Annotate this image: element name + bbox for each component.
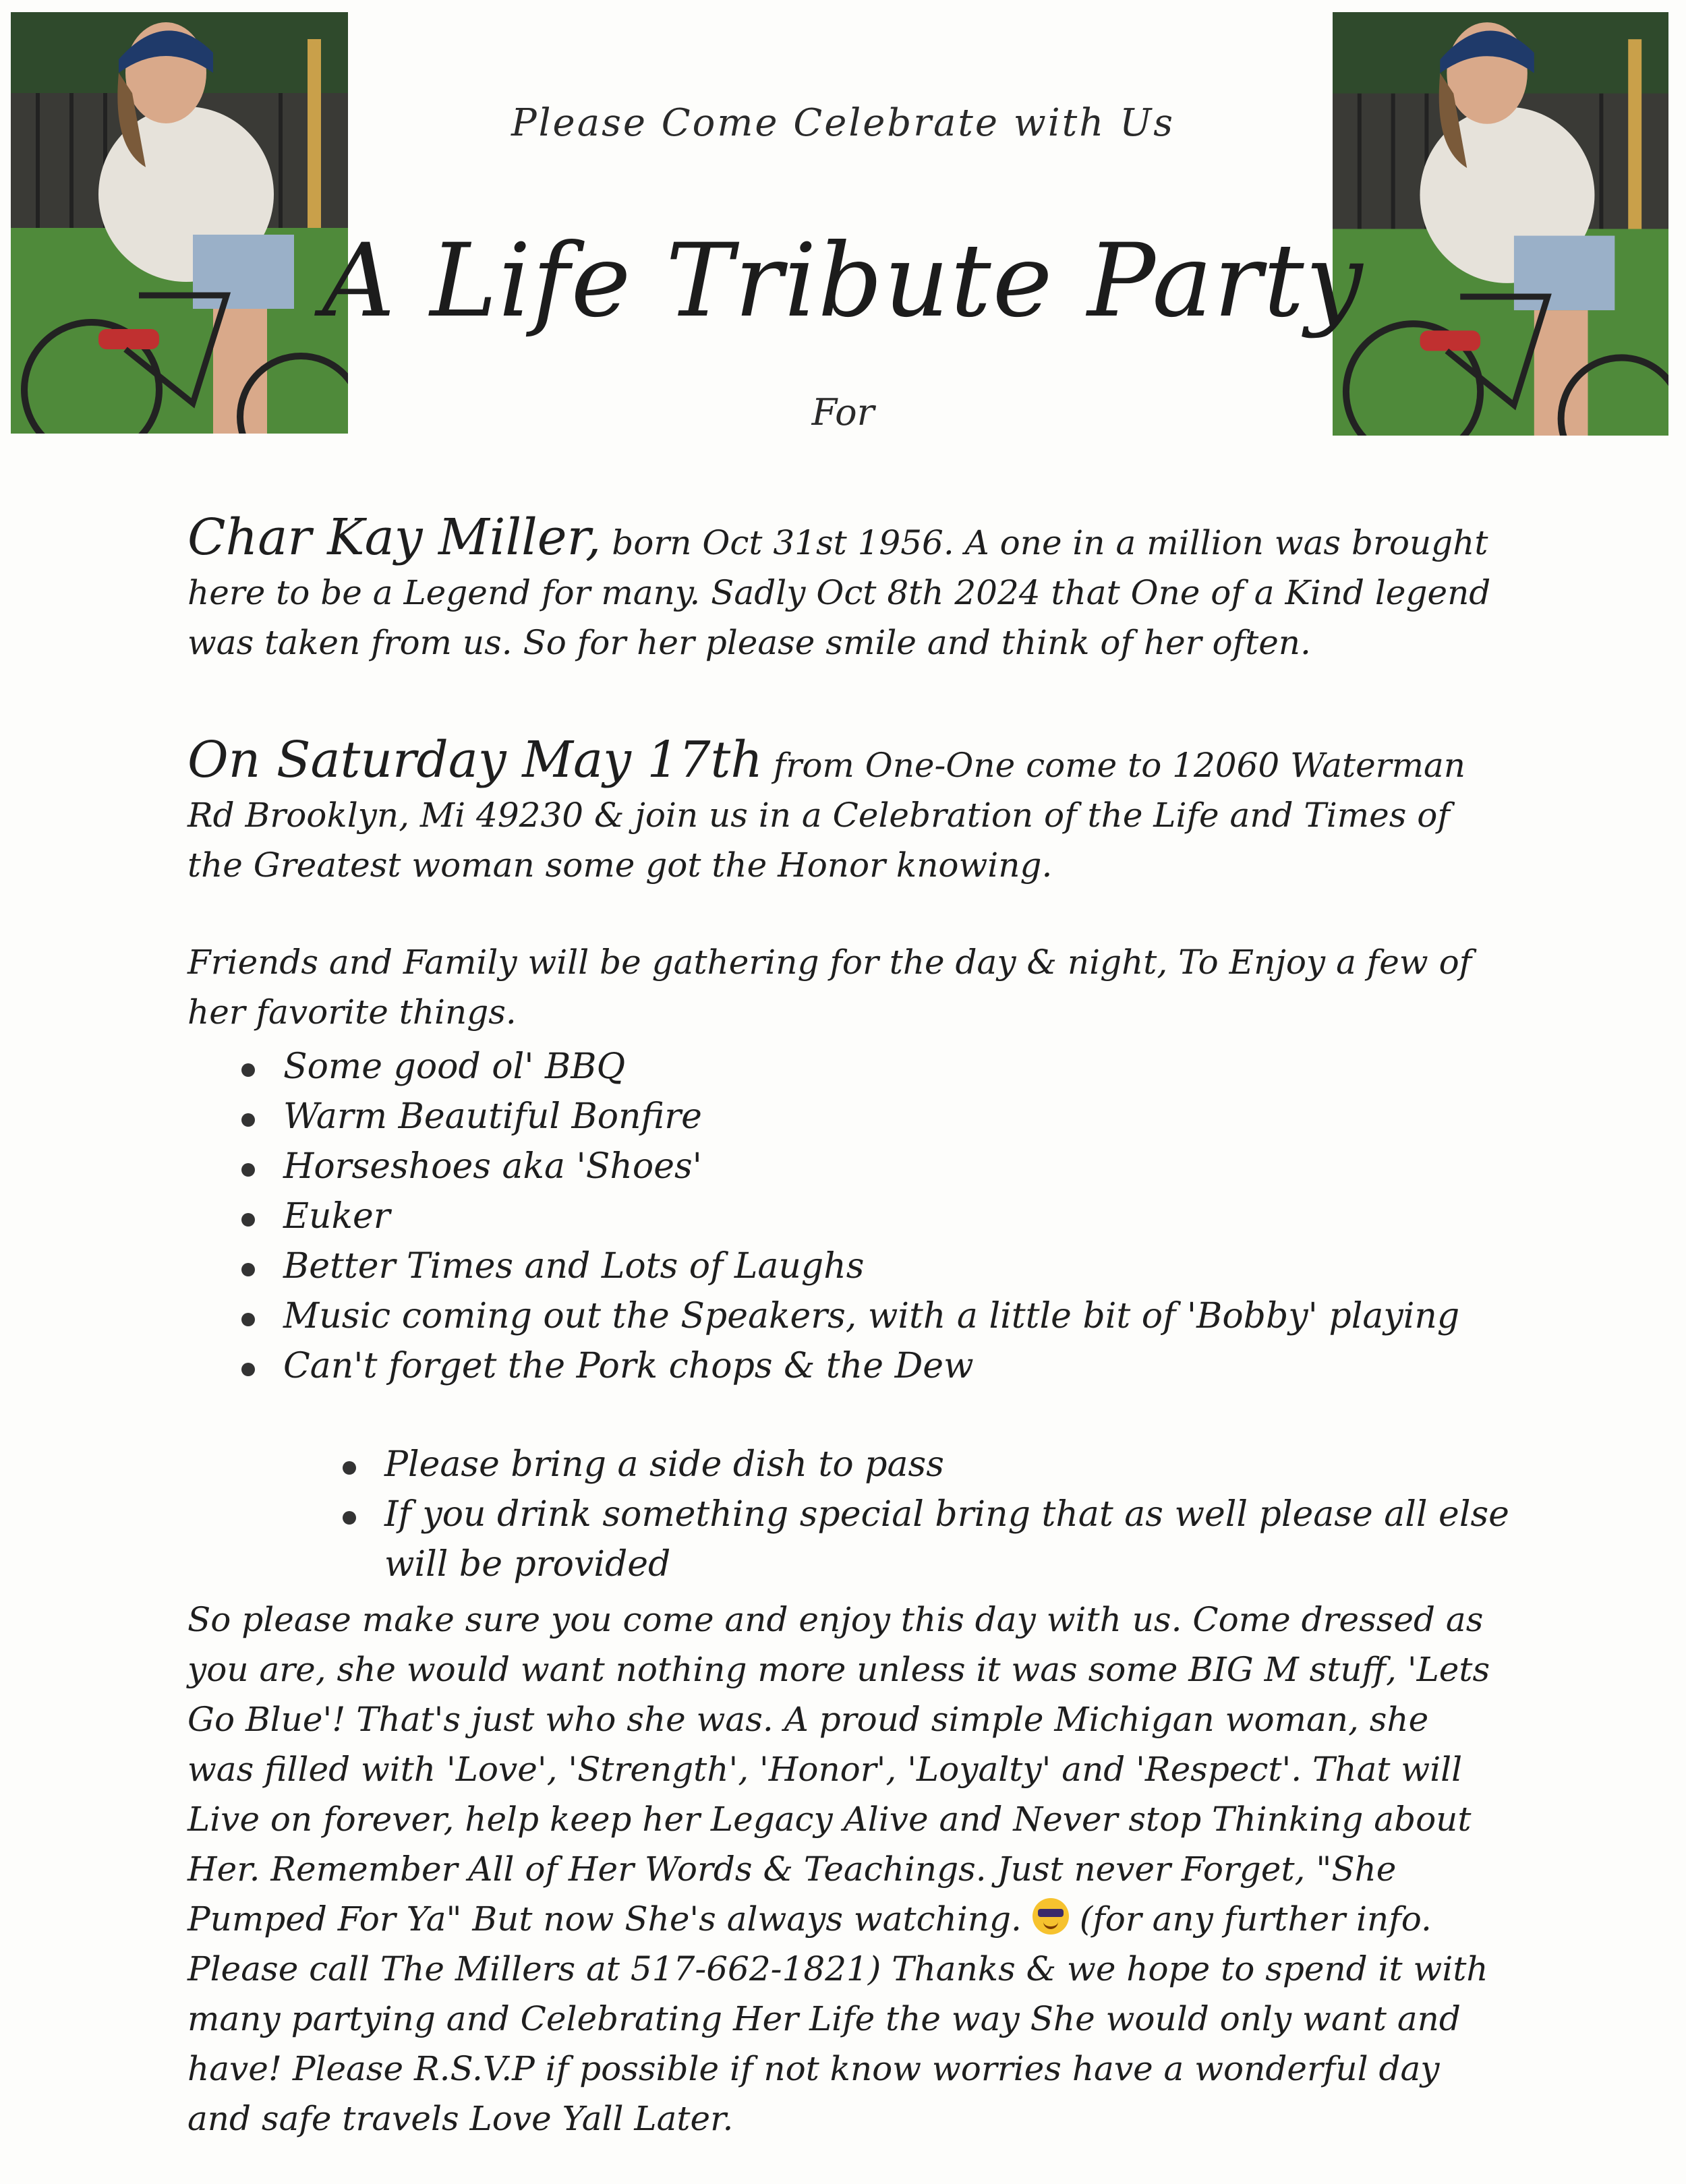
favorites-list — [236, 1042, 1517, 1391]
invitation-pretitle: Please Come Celebrate with Us — [511, 101, 1175, 145]
event-details: from One-One come to 12060 Waterman Rd Brooklyn, Mi 49230 & join us in a Celebration of the Life and Times of the Greatest woman some got the Honor knowing. — [187, 746, 1465, 885]
list-item: Can't forget the Pork chops & the Dew — [236, 1341, 1517, 1391]
closing-text-start: So please make sure you come and enjoy this day with us. Come dressed as you are, she would want nothing more unless it was some BIG M stuff, 'Lets Go Blue'! That's just who she was. A proud simple Michigan woman, she was filled with 'Love', 'Strength', 'Honor', 'Loyalty' and 'Respect'. That will Live on forever, help keep her Legacy Alive and Never stop Thinking about Her. Remember All of Her Words & Teachings. Just never Forget, "She Pumped For Ya" But now She's always watching. — [187, 1600, 1490, 1939]
list-item: Euker — [236, 1191, 1517, 1241]
for-line: For — [811, 391, 875, 434]
honoree-name: Char Kay Miller, — [187, 508, 602, 566]
event-on: On — [187, 731, 261, 789]
closing-paragraph — [187, 1595, 1503, 2144]
list-item: Horseshoes aka 'Shoes' — [236, 1142, 1517, 1191]
list-item: Some good ol' BBQ — [236, 1042, 1517, 1092]
list-item: Better Times and Lots of Laughs — [236, 1241, 1517, 1291]
intro-text: born Oct 31st 1956. A one in a million was brought here to be a Legend for many. Sadly Oct 8th 2024 that One of a Kind legend was taken from us. So for her please smile and think of her often. — [187, 523, 1491, 662]
event-date: Saturday May 17th — [260, 731, 763, 789]
list-item: Music coming out the Speakers, with a little bit of 'Bobby' playing — [236, 1291, 1517, 1341]
gathering-paragraph: Friends and Family will be gathering for the day & night, To Enjoy a few of her favorite things. — [187, 943, 1472, 1032]
page-title: A Life Tribute Party — [322, 223, 1364, 340]
closing-text-end: (for any further info. Please call The Millers at 517-662-1821) Thanks & we hope to spend it with many partying and Celebrating Her Life the way She would only want and have! Please R.S.V.P if possible if not know worries have a wonderful day and safe travels Love Yall Later. — [187, 1899, 1488, 2138]
requests-list — [337, 1440, 1551, 1589]
list-item: If you drink something special bring that as well please all else will be provided — [337, 1489, 1551, 1589]
sunglasses-smiley-icon — [1033, 1898, 1069, 1935]
event-paragraph — [187, 731, 1503, 890]
intro-paragraph — [187, 508, 1503, 668]
list-item: Warm Beautiful Bonfire — [236, 1092, 1517, 1142]
list-item: Please bring a side dish to pass — [337, 1440, 1551, 1489]
